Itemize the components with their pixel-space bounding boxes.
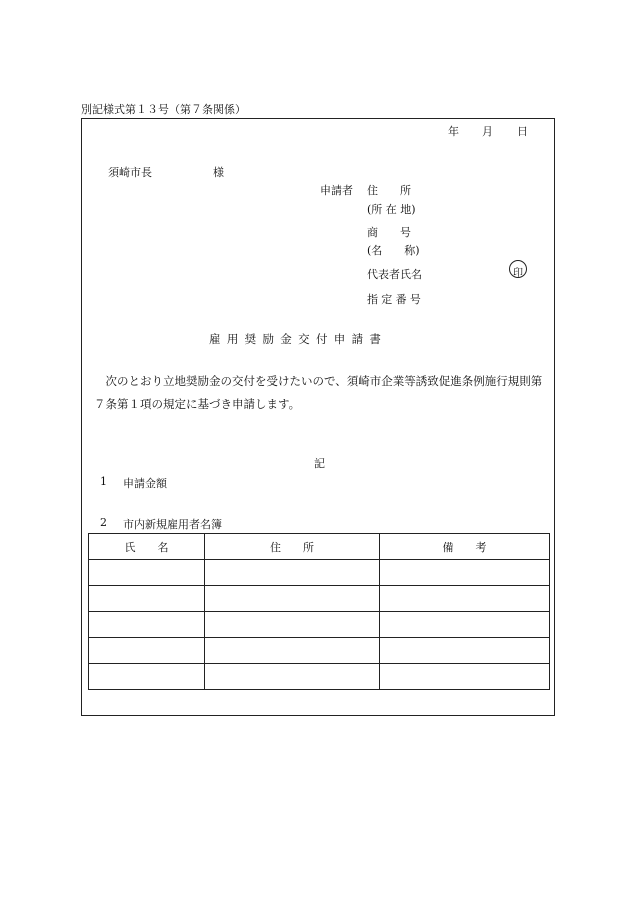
item-2-label: 市内新規雇用者名簿 bbox=[123, 518, 222, 531]
item-1-label: 申請金額 bbox=[123, 477, 167, 490]
applicant-label: 申請者 bbox=[320, 184, 353, 197]
seal-char: 印 bbox=[513, 268, 523, 279]
table-row bbox=[89, 586, 550, 612]
trade-name-sub-label: (名 称) bbox=[367, 244, 420, 257]
table-cell[interactable] bbox=[380, 612, 550, 638]
table-row bbox=[89, 560, 550, 586]
address-sub-label: (所 在 地) bbox=[367, 203, 416, 216]
table-row bbox=[89, 612, 550, 638]
table-cell[interactable] bbox=[205, 560, 380, 586]
table-cell[interactable] bbox=[89, 612, 205, 638]
table-cell[interactable] bbox=[89, 638, 205, 664]
representative-label: 代表者氏名 bbox=[367, 268, 422, 281]
table-cell[interactable] bbox=[380, 664, 550, 690]
addressee-name: 須崎市長 bbox=[108, 166, 152, 179]
trade-name-label: 商 号 bbox=[367, 226, 411, 239]
table-cell[interactable] bbox=[380, 560, 550, 586]
body-text: 次のとおり立地奨励金の交付を受けたいので、須崎市企業等誘致促進条例施行規則第７条第１項の規定に基づき申請します。 bbox=[94, 374, 543, 411]
designation-label: 指定番号 bbox=[367, 293, 425, 306]
address-label: 住 所 bbox=[367, 184, 411, 197]
date-day: 日 bbox=[517, 125, 528, 138]
addressee-honorific: 様 bbox=[213, 166, 224, 179]
table-cell[interactable] bbox=[380, 586, 550, 612]
item-1-number: 1 bbox=[100, 475, 107, 488]
document-title: 雇用奨励金交付申請書 bbox=[209, 332, 388, 346]
table-row bbox=[89, 638, 550, 664]
date-year: 年 bbox=[448, 125, 459, 138]
item-2-number: 2 bbox=[100, 516, 107, 529]
ki-heading: 記 bbox=[314, 457, 325, 470]
form-number: 別記様式第１３号（第７条関係） bbox=[81, 103, 246, 116]
table-cell[interactable] bbox=[380, 638, 550, 664]
header-name: 氏 名 bbox=[89, 534, 205, 560]
table-row bbox=[89, 664, 550, 690]
employee-roster-table bbox=[88, 533, 550, 690]
table-cell[interactable] bbox=[205, 638, 380, 664]
date-month: 月 bbox=[482, 125, 493, 138]
table-cell[interactable] bbox=[89, 586, 205, 612]
header-remarks: 備 考 bbox=[380, 534, 550, 560]
table-cell[interactable] bbox=[205, 664, 380, 690]
table-cell[interactable] bbox=[89, 664, 205, 690]
table-cell[interactable] bbox=[205, 586, 380, 612]
table-header-row bbox=[89, 534, 550, 560]
table-cell[interactable] bbox=[89, 560, 205, 586]
table-cell[interactable] bbox=[205, 612, 380, 638]
header-address: 住 所 bbox=[205, 534, 380, 560]
